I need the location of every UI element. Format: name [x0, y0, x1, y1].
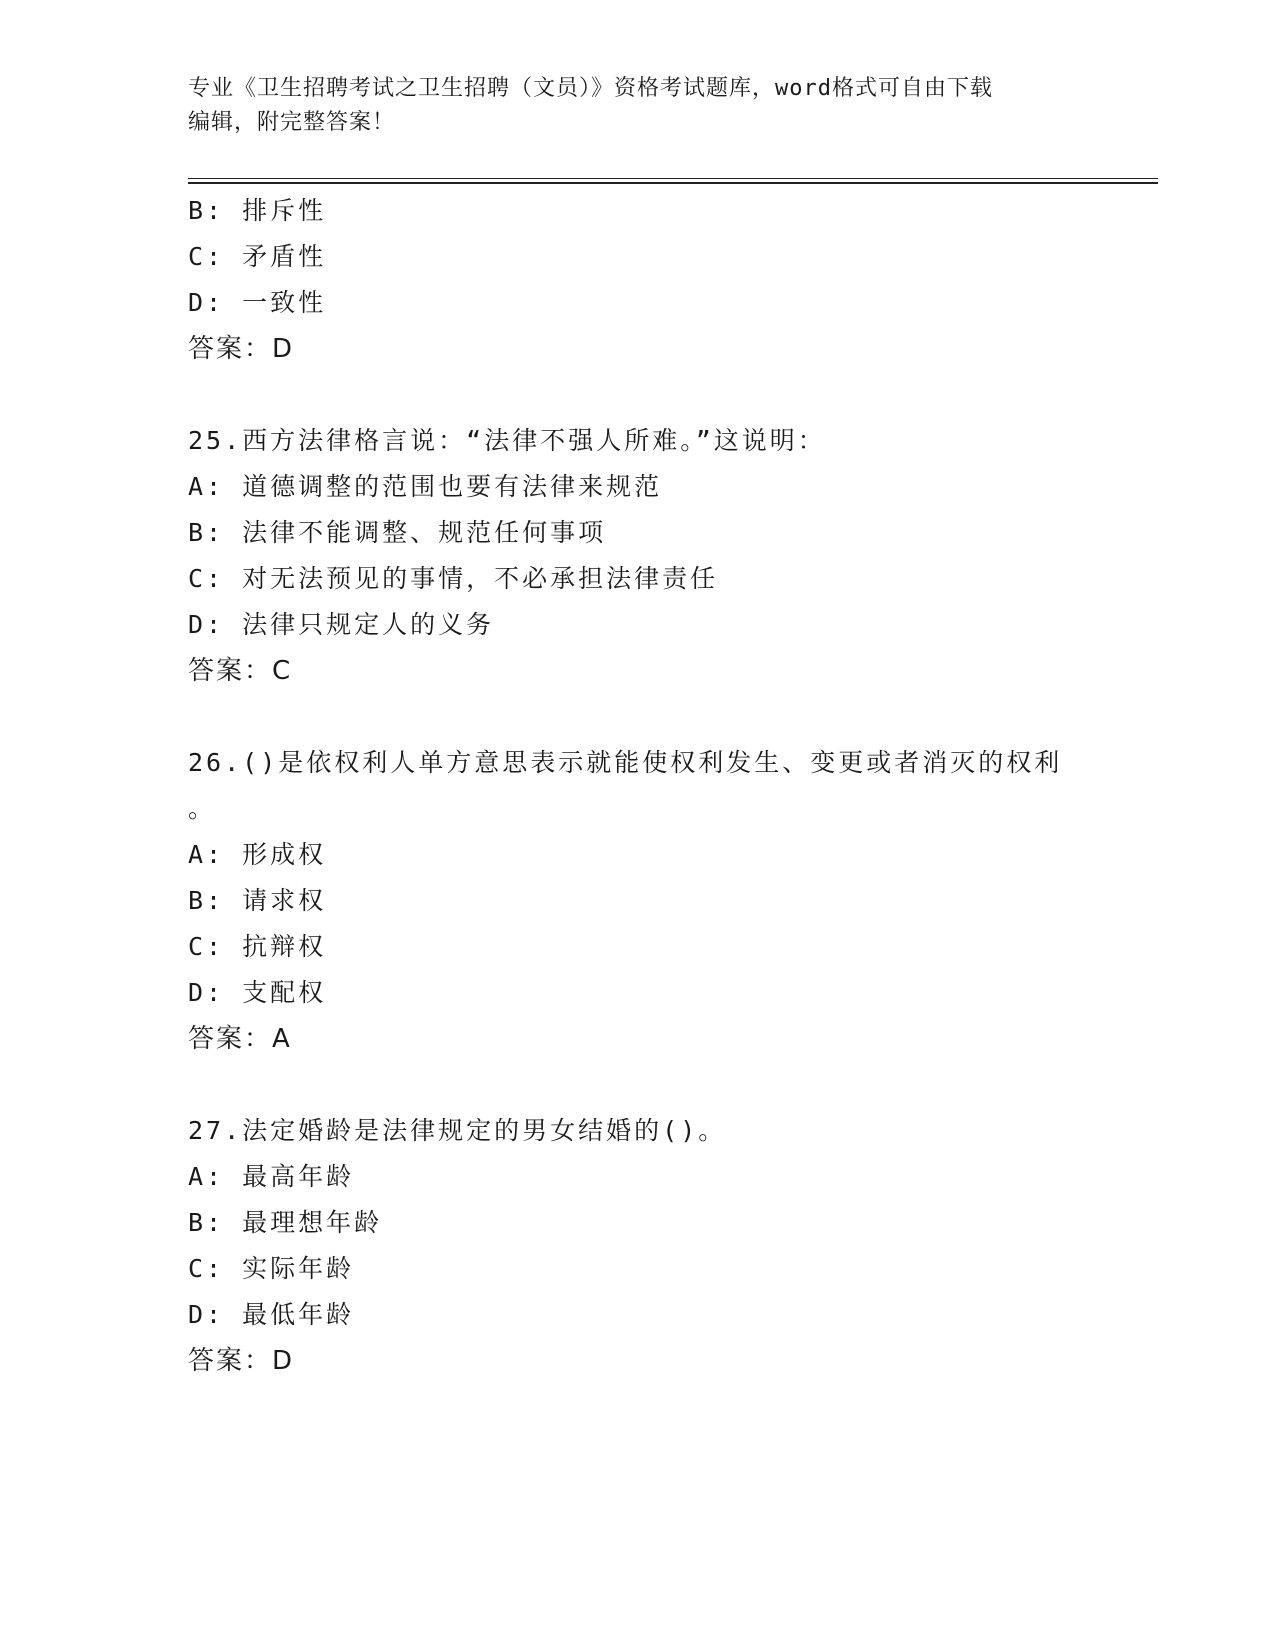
option-b: B: 排斥性	[188, 196, 327, 225]
option-d: D: 一致性	[188, 288, 327, 317]
question-list	[188, 188, 1088, 1384]
question-25	[188, 418, 1088, 694]
option-a: A: 最高年龄	[188, 1162, 355, 1191]
spacer	[188, 1062, 1088, 1108]
answer: 答案：D	[188, 334, 295, 364]
option-d: D: 支配权	[188, 978, 327, 1007]
header-divider-thin	[188, 178, 1158, 179]
option-d: D: 法律只规定人的义务	[188, 610, 495, 639]
header-line-1: 专业《卫生招聘考试之卫生招聘（文员）》资格考试题库，word格式可自由下载	[188, 76, 993, 101]
option-d: D: 最低年龄	[188, 1300, 355, 1329]
question-stem: 26.()是依权利人单方意思表示就能使权利发生、变更或者消灭的权利	[188, 748, 1063, 777]
answer: 答案：C	[188, 656, 293, 686]
option-c: C: 矛盾性	[188, 242, 327, 271]
question-26	[188, 740, 1088, 1062]
question-24	[188, 188, 1088, 372]
spacer	[188, 372, 1088, 418]
question-27	[188, 1108, 1088, 1384]
option-c: C: 抗辩权	[188, 932, 327, 961]
question-stem-continuation: 。	[188, 794, 217, 823]
question-stem: 27.法定婚龄是法律规定的男女结婚的()。	[188, 1116, 727, 1145]
header-divider-thick	[188, 182, 1158, 184]
spacer	[188, 694, 1088, 740]
option-b: B: 法律不能调整、规范任何事项	[188, 518, 607, 547]
answer: 答案：A	[188, 1024, 292, 1054]
option-a: A: 形成权	[188, 840, 327, 869]
header-line-2: 编辑，附完整答案！	[188, 110, 396, 135]
question-stem: 25.西方法律格言说：“法律不强人所难。”这说明：	[188, 426, 826, 455]
option-c: C: 对无法预见的事情，不必承担法律责任	[188, 564, 719, 593]
option-b: B: 请求权	[188, 886, 327, 915]
document-header	[188, 72, 1088, 140]
answer: 答案：D	[188, 1346, 295, 1376]
option-b: B: 最理想年龄	[188, 1208, 383, 1237]
option-c: C: 实际年龄	[188, 1254, 355, 1283]
option-a: A: 道德调整的范围也要有法律来规范	[188, 472, 663, 501]
